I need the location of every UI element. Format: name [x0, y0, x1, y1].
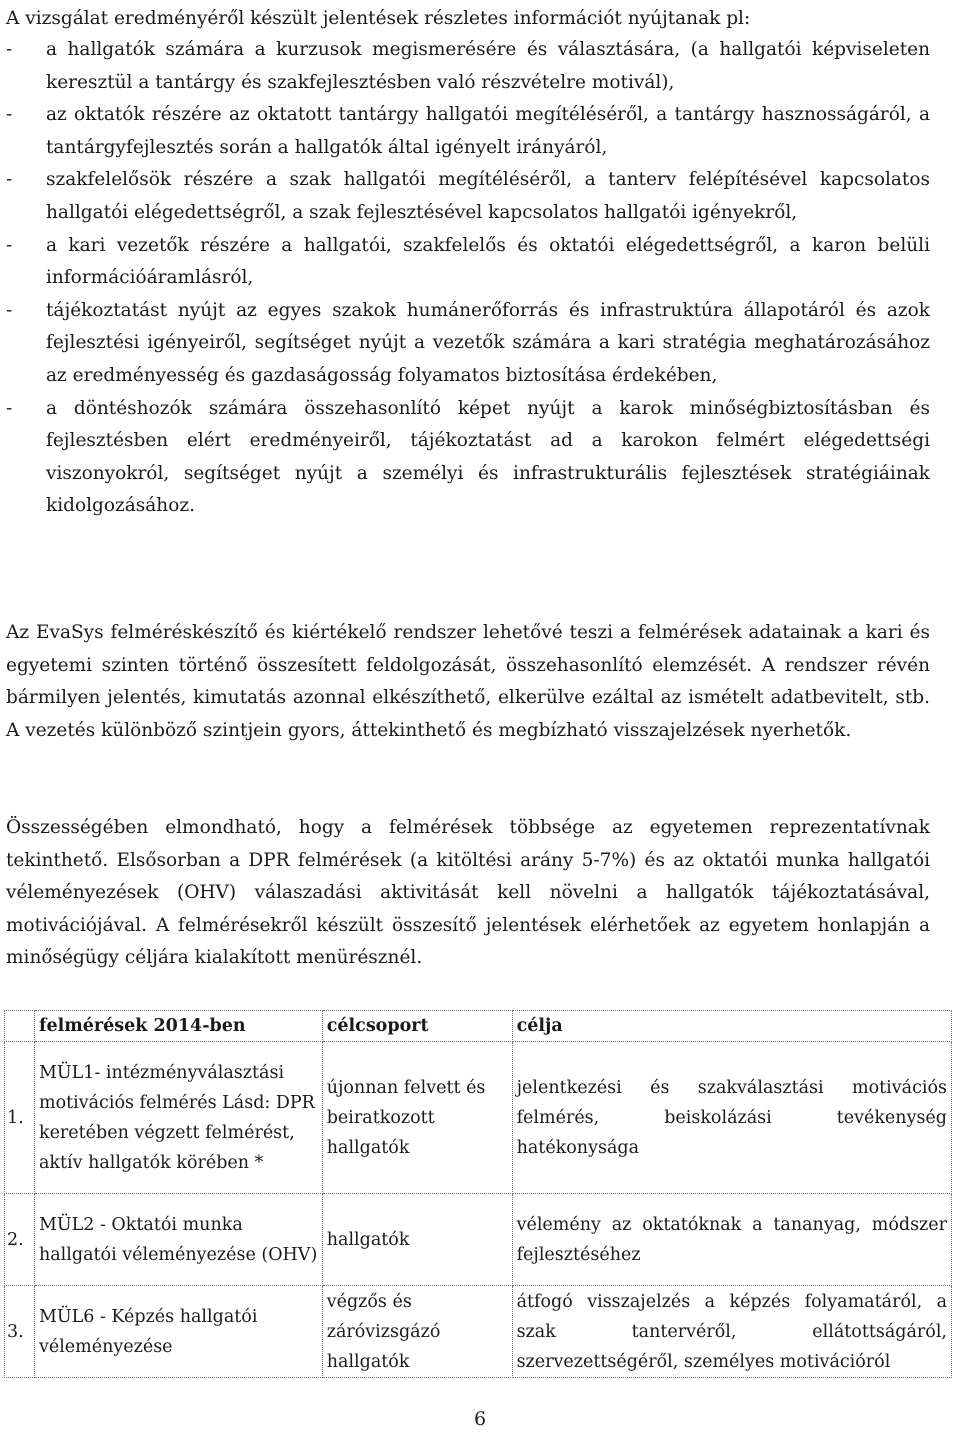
- page-number: 6: [473, 1408, 487, 1430]
- target-cell: újonnan felvett és beiratkozott hallgatók: [322, 1042, 512, 1194]
- row-number: 2.: [5, 1194, 35, 1286]
- dash-marker: -: [6, 104, 13, 126]
- list-item-text: a kari vezetők részére a hallgatói, szakfelelős és oktatói elégedettségről, a karon belüli információáramlásról,: [46, 234, 930, 289]
- row-number: 1.: [5, 1042, 35, 1194]
- paragraph-summary: Összességében elmondható, hogy a felmérések többsége az egyetemen reprezentatívnak tekinthető. Elsősorban a DPR felmérések (a kitöltési arány 5-7%) és az oktatói munka hallgatói véleményezések (OHV) válaszadási aktivitását kell növelni a hallgatók tájékoztatásával, motivációjával. A felmérésekről készült összesítő jelentések elérhetőek az egyetem honlapján a minőségügy céljára kialakított menürésznél.: [6, 817, 930, 969]
- list-item: [6, 393, 930, 523]
- header-goal: célja: [512, 1011, 951, 1042]
- list-item-text: az oktatók részére az oktatott tantárgy hallgatói megítéléséről, a tantárgy hasznosságáról, a tantárgyfejlesztés során a hallgatók által igényelt irányáról,: [46, 104, 930, 158]
- list-item: [6, 164, 930, 229]
- table-row: [5, 1194, 952, 1286]
- list-item: [6, 230, 930, 295]
- header-target: célcsoport: [322, 1011, 512, 1042]
- paragraph-evasys: Az EvaSys felméréskészítő és kiértékelő rendszer lehetővé teszi a felmérések adatainak a kari és egyetemi szinten történő összesített feldolgozását, összehasonlító elemzését. A rendszer révén bármilyen jelentés, kimutatás azonnal elkészíthető, elkerülve ezáltal az ismételt adatbevitelt, stb. A vezetés különböző szintjein gyors, áttekinthető és megbízható visszajelzések nyerhetők.: [6, 622, 930, 741]
- header-survey: felmérések 2014-ben: [34, 1011, 322, 1042]
- table-header-row: [5, 1011, 952, 1042]
- dash-marker: -: [6, 169, 13, 191]
- target-cell: végzős és záróvizsgázó hallgatók: [322, 1286, 512, 1378]
- dash-marker: -: [6, 299, 13, 321]
- table-row: [5, 1286, 952, 1378]
- target-cell: hallgatók: [322, 1194, 512, 1286]
- list-item: [6, 295, 930, 393]
- survey-cell: MÜL1- intézményválasztási motivációs felmérés Lásd: DPR keretében végzett felmérést, aktív hallgatók körében *: [34, 1042, 322, 1194]
- header-num: [5, 1011, 35, 1042]
- survey-cell: MÜL2 - Oktatói munka hallgatói véleményezése (OHV): [34, 1194, 322, 1286]
- list-item: [6, 34, 930, 99]
- list-item: [6, 99, 930, 164]
- dash-marker: -: [6, 234, 13, 256]
- table-row: [5, 1042, 952, 1194]
- goal-cell: jelentkezési és szakválasztási motivációs felmérés, beiskolázási tevékenység hatékonysága: [512, 1042, 951, 1194]
- row-number: 3.: [5, 1286, 35, 1378]
- goal-cell: vélemény az oktatóknak a tananyag, módszer fejlesztéséhez: [512, 1194, 951, 1286]
- list-item-text: tájékoztatást nyújt az egyes szakok humánerőforrás és infrastruktúra állapotáról és azok fejlesztési igényeiről, segítséget nyújt a vezetők számára a kari stratégia meghatározásához az eredményesség és gazdaságosság folyamatos biztosítása érdekében,: [46, 299, 930, 386]
- list-item-text: a döntéshozók számára összehasonlító képet nyújt a karok minőségbiztosításban és fejlesztésben elért eredményeiről, tájékoztatást ad a karokon felmért elégedettségi viszonyokról, segítséget nyújt a személyi és infrastrukturális fejlesztések stratégiáinak kidolgozásához.: [46, 397, 930, 517]
- list-item-text: szakfelelősök részére a szak hallgatói megítéléséről, a tanterv felépítésével kapcsolatos hallgatói elégedettségről, a szak fejlesztésével kapcsolatos hallgatói igényekről,: [46, 169, 930, 223]
- intro-text: A vizsgálat eredményéről készült jelentések részletes információt nyújtanak pl:: [6, 8, 751, 29]
- dash-marker: -: [6, 397, 13, 419]
- dash-marker: -: [6, 39, 13, 60]
- goal-cell: átfogó visszajelzés a képzés folyamatáról, a szak tantervéről, ellátottságáról, szervezettségéről, személyes motivációról: [512, 1286, 951, 1378]
- list-item-text: a hallgatók számára a kurzusok megismerésére és választására, (a hallgatói képviseleten keresztül a tantárgy és szakfejlesztésben való részvételre motivál),: [46, 39, 930, 93]
- bullet-list: [6, 34, 930, 523]
- survey-table: [4, 1010, 952, 1378]
- survey-cell: MÜL6 - Képzés hallgatói véleményezése: [34, 1286, 322, 1378]
